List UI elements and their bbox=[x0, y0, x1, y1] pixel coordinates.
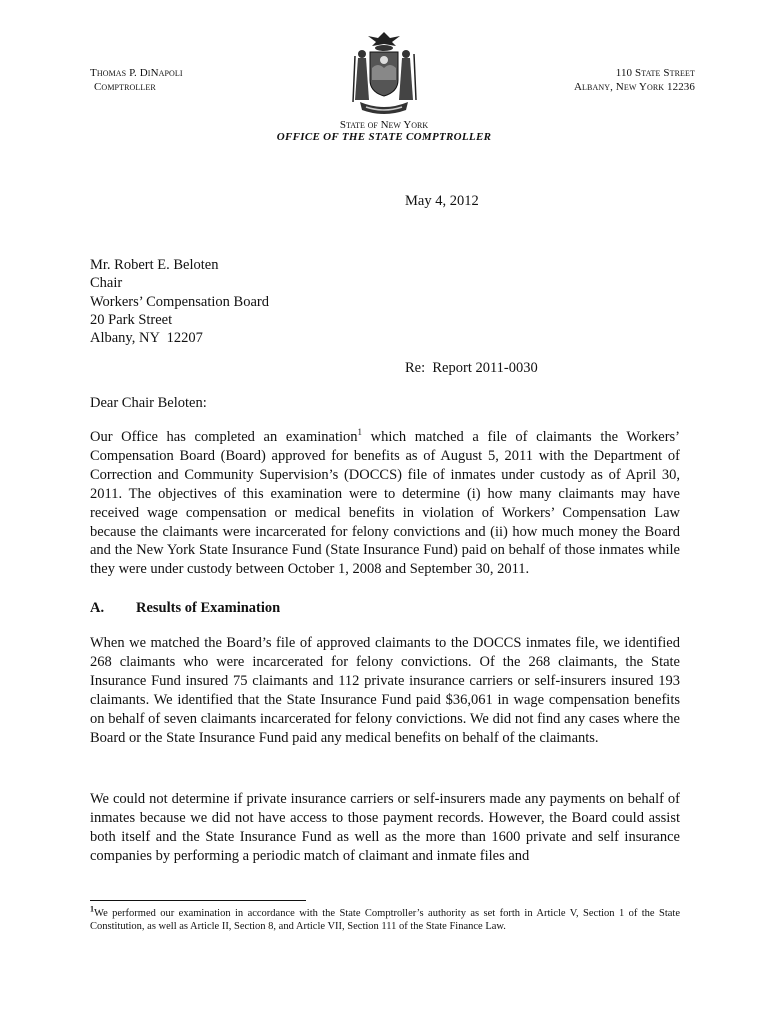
section-heading bbox=[90, 600, 280, 617]
body-paragraph-3: We could not determine if private insurance carriers or self-insurers made any payments on behalf of inmates because we did not have access to those payment records. However, the Board could assist both itself and the State Insurance Fund as well as the more than 1600 private and self insurance companies by performing a periodic match of claimant and inmate files and bbox=[90, 791, 680, 864]
section-letter: A. bbox=[90, 600, 105, 616]
body-paragraph-1 bbox=[90, 428, 680, 579]
recipient-title: Chair bbox=[90, 275, 123, 292]
recipient-name: Mr. Robert E. Beloten bbox=[90, 257, 219, 273]
recipient-street: 20 Park Street bbox=[90, 311, 173, 328]
office-title: OFFICE OF THE STATE COMPTROLLER bbox=[276, 131, 492, 143]
state-line: State of New York bbox=[339, 119, 429, 131]
footnote bbox=[90, 904, 680, 933]
office-address-block bbox=[574, 66, 695, 94]
footnote-text: We performed our examination in accordance with the State Comptroller’s authority as set forth in Article V, Section 1 of the State Constitution, as well as Article II, Section 8, and Article VII, Section 111 of the State Finance Law. bbox=[90, 908, 680, 932]
section-title: Results of Examination bbox=[136, 600, 281, 616]
paragraph-1-lead: Our Office has completed an examination bbox=[90, 429, 358, 445]
comptroller-block bbox=[90, 66, 183, 94]
letter-date: May 4, 2012 bbox=[405, 193, 479, 209]
comptroller-title: Comptroller bbox=[94, 81, 156, 93]
body-paragraph-2: When we matched the Board’s file of approved claimants to the DOCCS inmates file, we identified 268 claimants who were incarcerated for felony convictions. Of the 268 claimants, the State Insurance Fund insured 75 claimants and 112 private insurance carriers or self-insurers insured 193 claimants. We identified that the State Insurance Fund paid $36,061 in wage compensation benefits on behalf of seven claimants incarcerated for felony convictions. We did not find any cases where the Board or the State Insurance Fund paid any medical benefits on behalf of the claimants. bbox=[90, 635, 680, 746]
comptroller-name: Thomas P. DiNapoli bbox=[90, 67, 183, 79]
office-street: 110 State Street bbox=[615, 67, 695, 79]
new-york-state-seal-icon bbox=[338, 28, 430, 120]
office-city: Albany, New York 12236 bbox=[573, 81, 695, 93]
footnote-divider bbox=[90, 900, 306, 901]
recipient-address bbox=[90, 256, 269, 347]
reference-line: Re: Report 2011-0030 bbox=[405, 360, 538, 376]
recipient-organization: Workers’ Compensation Board bbox=[90, 293, 269, 310]
paragraph-1-text: which matched a file of claimants the Workers’ Compensation Board (Board) approved for benefits as of August 5, 2011 with the Department of Correction and Community Supervision’s (DOCCS) file of inmates under custody as of April 30, 2011. The objectives of this examination were to determine (i) how many claimants may have received wage compensation or medical benefits in violation of Workers’ Compensation Law because the claimants were incarcerated for felony convictions and (ii) how much money the Board and the New York State Insurance Fund (State Insurance Fund) paid on behalf of those inmates while they were under custody between October 1, 2008 and September 30, 2011. bbox=[90, 429, 680, 578]
footnote-reference: 1 bbox=[357, 427, 363, 438]
footnote-marker: 1 bbox=[90, 904, 94, 914]
salutation: Dear Chair Beloten: bbox=[90, 395, 207, 411]
recipient-city: Albany, NY 12207 bbox=[90, 330, 203, 347]
